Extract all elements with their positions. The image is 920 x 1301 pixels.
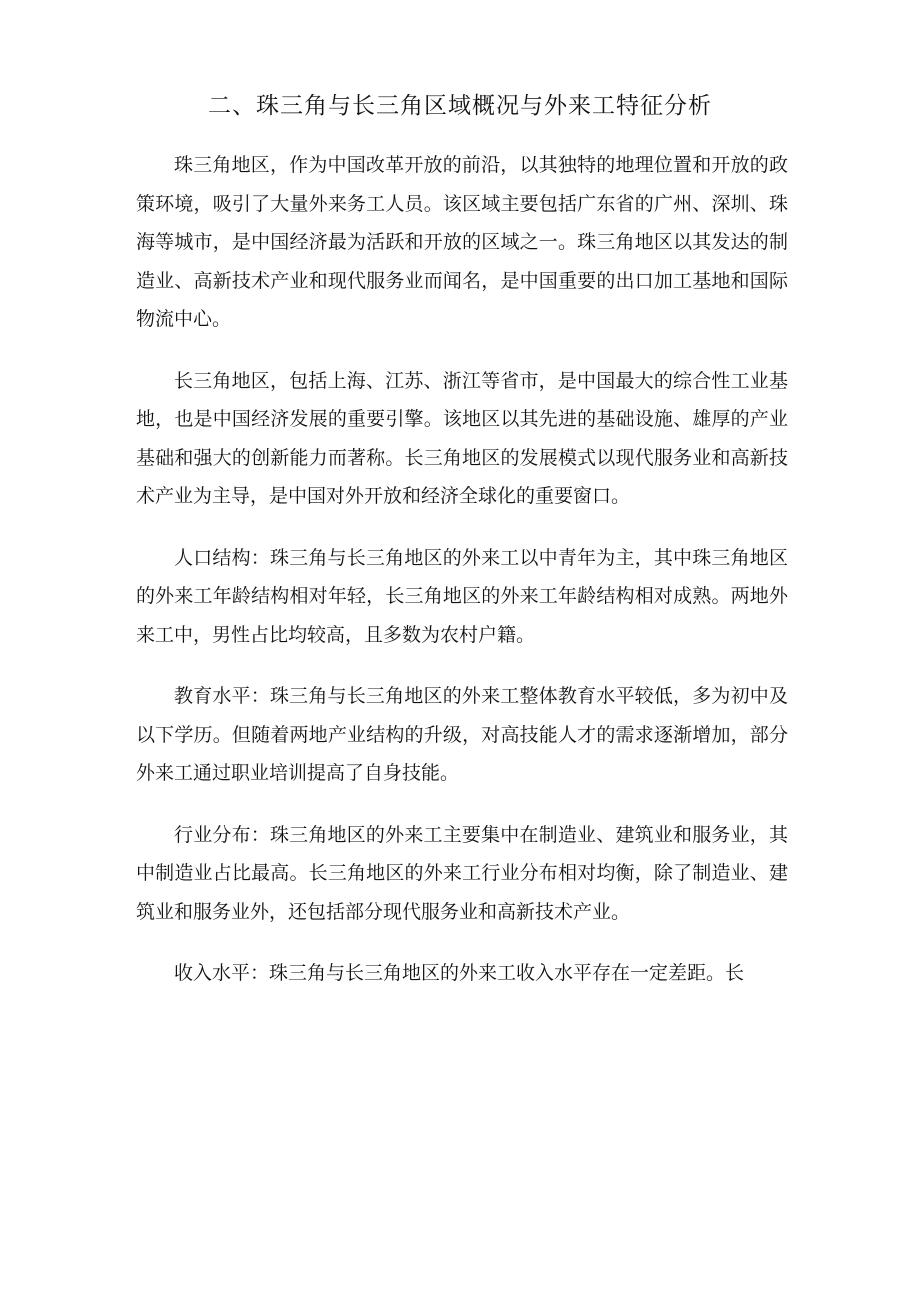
section-title: 二、珠三角与长三角区域概况与外来工特征分析 [208, 93, 712, 119]
paragraph-prd-overview: 珠三角地区，作为中国改革开放的前沿，以其独特的地理位置和开放的政策环境，吸引了大量外来务工人员。该区域主要包括广东省的广州、深圳、珠海等城市，是中国经济最为活跃和开放的区域之一。珠三角地区以其发达的制造业、高新技术产业和现代服务业而闻名，是中国重要的出口加工基地和国际物流中心。 [136, 154, 788, 330]
paragraph-industry-distribution: 行业分布：珠三角地区的外来工主要集中在制造业、建筑业和服务业，其中制造业占比最高。长三角地区的外来工行业分布相对均衡，除了制造业、建筑业和服务业外，还包括部分现代服务业和高新技术产业。 [136, 823, 788, 923]
paragraph-income-level: 收入水平：珠三角与长三角地区的外来工收入水平存在一定差距。长 [174, 962, 745, 984]
paragraph-population-structure: 人口结构：珠三角与长三角地区的外来工以中青年为主，其中珠三角地区的外来工年龄结构相对年轻，长三角地区的外来工年龄结构相对成熟。两地外来工中，男性占比均较高，且多数为农村户籍。 [136, 546, 788, 646]
paragraph-education-level: 教育水平：珠三角与长三角地区的外来工整体教育水平较低，多为初中及以下学历。但随着两地产业结构的升级，对高技能人才的需求逐渐增加，部分外来工通过职业培训提高了自身技能。 [136, 685, 788, 784]
paragraph-yrd-overview: 长三角地区，包括上海、江苏、浙江等省市，是中国最大的综合性工业基地，也是中国经济发展的重要引擎。该地区以其先进的基础设施、雄厚的产业基础和强大的创新能力而著称。长三角地区的发展模式以现代服务业和高新技术产业为主导，是中国对外开放和经济全球化的重要窗口。 [136, 369, 788, 507]
document-body [136, 146, 788, 1016]
